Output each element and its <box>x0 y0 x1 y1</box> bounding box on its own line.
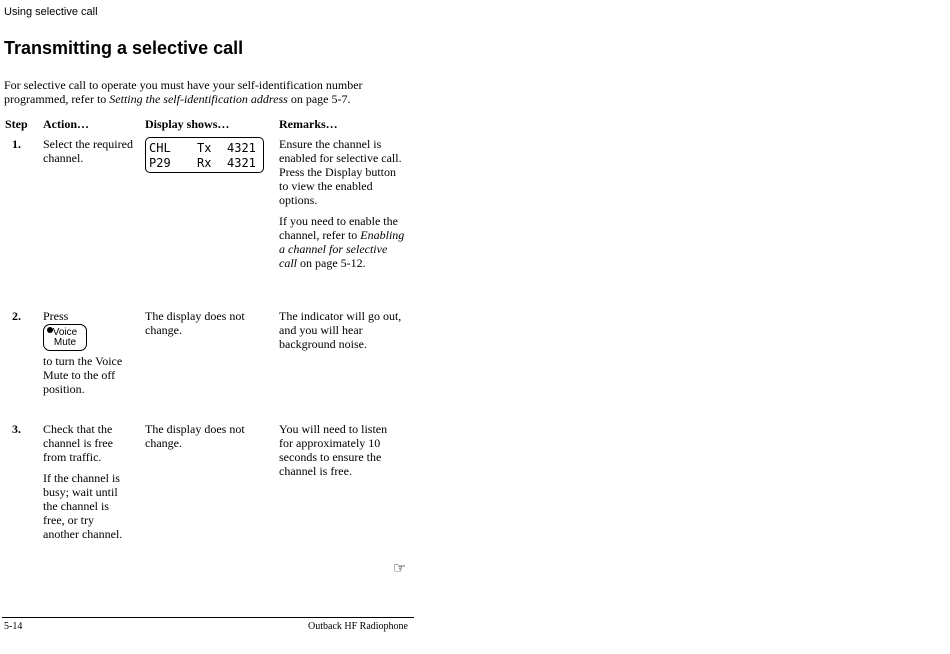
voice-mute-button[interactable] <box>43 324 87 351</box>
header-step: Step <box>5 117 28 131</box>
lcd-tx-value: 4321 <box>227 141 256 155</box>
remarks-reference-link[interactable]: Enabling a channel for selective call <box>279 228 405 270</box>
step-action: Select the required channel. <box>43 137 133 165</box>
remarks-text: If you need to enable the channel, refer to <box>279 214 398 242</box>
intro-reference-link[interactable]: Setting the self-identification address <box>109 92 288 106</box>
lcd-line-2 <box>149 156 263 171</box>
header-remarks: Remarks… <box>279 117 338 131</box>
lcd-channel-label: CHL <box>149 141 171 155</box>
pointing-hand-icon: ☞ <box>393 559 407 577</box>
button-label-line2: Mute <box>53 337 77 348</box>
header-action: Action… <box>43 117 89 131</box>
step-action <box>43 422 131 548</box>
lcd-channel-number: P29 <box>149 156 171 170</box>
step-remarks <box>279 137 405 277</box>
action-text: Press <box>43 309 69 323</box>
intro-text: For selective call to operate you must have your self-identification number programmed, refer to <box>4 78 363 106</box>
lcd-rx-value: 4321 <box>227 156 256 170</box>
intro-text-end: on page 5-7. <box>287 92 351 106</box>
footer-divider <box>2 617 414 618</box>
intro-paragraph <box>4 78 404 106</box>
header-display: Display shows… <box>145 117 230 131</box>
step-number: 3. <box>12 422 21 436</box>
action-text: to turn the Voice Mute to the off position. <box>43 354 123 396</box>
remarks-text-end: on page 5-12. <box>297 256 366 270</box>
running-header: Using selective call <box>4 6 98 18</box>
lcd-rx-label: Rx <box>197 156 212 170</box>
step-display-text: The display does not change. <box>145 309 245 337</box>
step-remarks: You will need to listen for approximately 10 seconds to ensure the channel is free. <box>279 422 388 478</box>
step-number: 1. <box>12 137 21 151</box>
button-label-line1: Voice <box>52 327 78 338</box>
indicator-dot-icon <box>47 327 53 333</box>
lcd-display <box>145 137 264 173</box>
step-remarks: The indicator will go out, and you will hear background noise. <box>279 309 402 351</box>
footer-product-name: Outback HF Radiophone <box>308 621 408 632</box>
step-number: 2. <box>12 309 21 323</box>
lcd-tx-label: Tx <box>197 141 212 155</box>
step-action <box>43 309 135 396</box>
action-paragraph: If the channel is busy; wait until the channel is free, or try another channel. <box>43 471 123 541</box>
step-display-text: The display does not change. <box>145 422 245 450</box>
page-title: Transmitting a selective call <box>4 38 244 58</box>
page-number: 5-14 <box>4 621 23 632</box>
lcd-line-1 <box>149 141 263 156</box>
action-paragraph: Check that the channel is free from traffic. <box>43 422 113 464</box>
remarks-paragraph: Ensure the channel is enabled for selective call. Press the Display button to view the enabled options. <box>279 137 402 207</box>
remarks-paragraph <box>279 214 405 270</box>
